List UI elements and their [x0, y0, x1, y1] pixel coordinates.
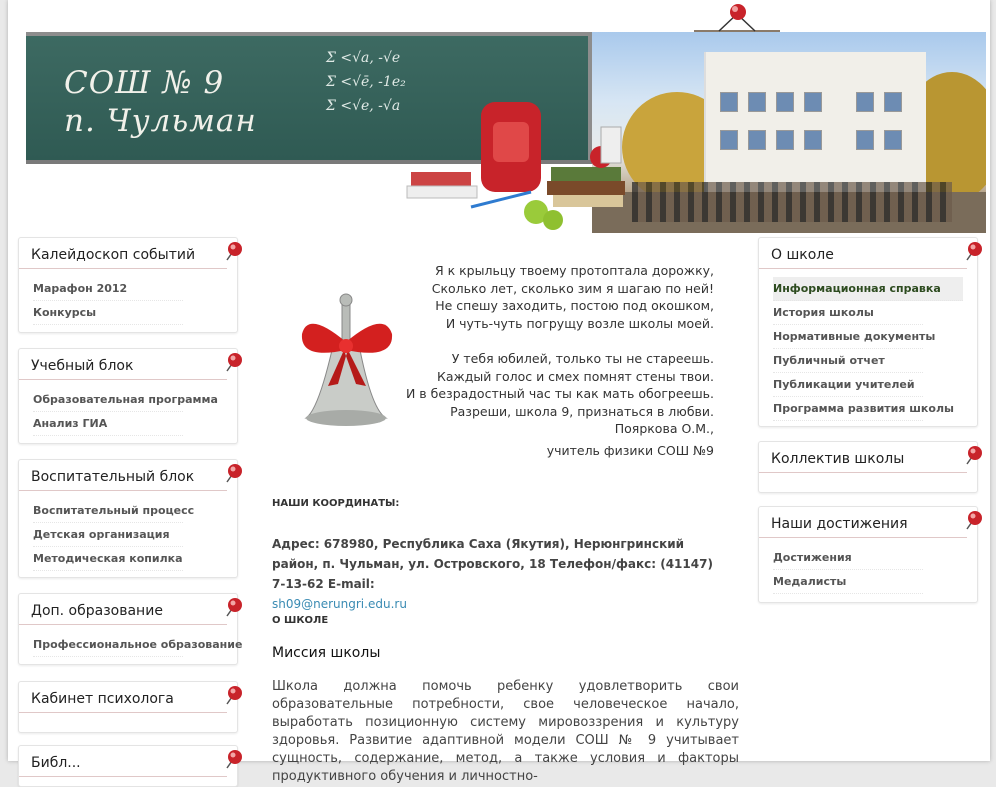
menu-item-history[interactable]: История школы: [773, 301, 923, 325]
poem-line: И в безрадостный час ты как мать обогреешь.: [405, 386, 714, 402]
menu-item-contests[interactable]: Конкурсы: [33, 301, 183, 325]
menu-item-method-bank[interactable]: Методическая копилка: [33, 547, 183, 571]
poem-line: Разреши, школа 9, признаться в любви.: [450, 403, 714, 419]
formula-line: Σ <√e, -√a: [326, 98, 401, 114]
block-title: О школе: [771, 247, 834, 263]
poem-line: У тебя юбилей, только ты не стареешь.: [451, 350, 714, 366]
pin-icon: [223, 462, 243, 484]
sidebar-block-staff: [758, 441, 978, 493]
block-header: [19, 746, 227, 777]
pin-icon: [223, 748, 243, 770]
block-title: Наши достижения: [771, 516, 908, 532]
block-header[interactable]: [759, 442, 967, 473]
mission-text: Школа должна помочь ребенку удовлетворить свои образовательные потребности, свое человеческое начало, выработать позиционную систему мировоззрения и культуру здоровья. Развитие адаптивной модели СОШ № 9 учитывает сущность, содержание, метод, а также условия и факторы продуктивного обучения и личностно-: [272, 679, 739, 784]
school-photo: [592, 32, 986, 233]
pin-icon: [694, 0, 780, 32]
pin-icon: [223, 684, 243, 706]
address-block: [272, 534, 724, 614]
menu-item-marathon[interactable]: Марафон 2012: [33, 277, 183, 301]
sidebar-block-upbringing: [18, 459, 238, 578]
block-title[interactable]: Кабинет психолога: [31, 691, 174, 707]
school-bell-image: [298, 290, 398, 430]
poem-spacer: [394, 332, 714, 350]
chalk-formula: [326, 46, 406, 118]
poem-line: Сколько лет, сколько зим я шагаю по ней!: [431, 280, 714, 296]
site-title: [64, 64, 257, 140]
poem-line: Я к крыльцу твоему протоптала дорожку,: [434, 263, 714, 278]
about-heading: О ШКОЛЕ: [272, 615, 329, 626]
sidebar-block-about: [758, 237, 978, 427]
sidebar-block-extra-edu: [18, 593, 243, 665]
school-building-image: [704, 52, 926, 202]
page: [8, 0, 990, 784]
pin-icon: [963, 240, 983, 262]
coords-heading: НАШИ КООРДИНАТЫ:: [272, 498, 400, 509]
block-title: Калейдоскоп событий: [31, 247, 196, 263]
poem-author-role: учитель физики СОШ №9: [546, 442, 714, 458]
block-header: [19, 594, 227, 625]
formula-line: Σ <√a, -√e: [326, 50, 401, 66]
site-title-line2: п. Чульман: [64, 103, 257, 139]
pin-icon: [963, 509, 983, 531]
sidebar-block-events: [18, 237, 238, 333]
sidebar-block-library: [18, 745, 238, 787]
block-header[interactable]: [19, 682, 227, 713]
site-title-line1: СОШ № 9: [64, 65, 225, 101]
menu-item-teacher-pubs[interactable]: Публикации учителей: [773, 373, 923, 397]
menu-item-children-org[interactable]: Детская организация: [33, 523, 183, 547]
poem: [394, 262, 714, 460]
block-header: [759, 507, 967, 538]
menu-item-prof-edu[interactable]: Профессиональное образование: [33, 633, 183, 657]
poem-line: И чуть-чуть погрущу возле школы моей.: [445, 315, 714, 331]
block-title: Учебный блок: [31, 358, 134, 374]
formula-line: Σ <√ē, -1e₂: [326, 74, 406, 90]
pin-icon: [963, 444, 983, 466]
block-header: [19, 238, 227, 269]
email-link[interactable]: sh09@nerungri.edu.ru: [272, 597, 407, 611]
block-header: [759, 238, 967, 269]
menu-item-info[interactable]: Информационная справка: [773, 277, 963, 301]
pin-icon: [223, 596, 243, 618]
poem-line: Каждый голос и смех помнят стены твои.: [436, 368, 714, 384]
block-title: Воспитательный блок: [31, 469, 195, 485]
sidebar-block-education: [18, 348, 238, 444]
mission-title: Миссия школы: [272, 645, 381, 661]
block-title: Доп. образование: [31, 603, 163, 619]
school-supplies-illustration: [401, 82, 631, 232]
block-title[interactable]: Коллектив школы: [771, 451, 905, 467]
address-text: Адрес: 678980, Республика Саха (Якутия), Нерюнгринский район, п. Чульман, ул. Островского, 18 Телефон/факс: (41147) 7-13-62 E-mail:: [272, 537, 713, 591]
site-header: [26, 32, 986, 233]
menu-item-regulations[interactable]: Нормативные документы: [773, 325, 923, 349]
sidebar-block-achievements: [758, 506, 978, 603]
poem-author: Пояркова О.М.,: [614, 421, 714, 437]
sidebar-block-psychologist: [18, 681, 238, 733]
menu-item-public-report[interactable]: Публичный отчет: [773, 349, 923, 373]
poem-line: Не спешу заходить, постою под окошком,: [435, 298, 714, 314]
block-title: Библ...: [31, 755, 81, 771]
menu-item-achievements[interactable]: Достижения: [773, 546, 923, 570]
menu-item-medalists[interactable]: Медалисты: [773, 570, 923, 594]
pin-icon: [223, 351, 243, 373]
pin-icon: [223, 240, 243, 262]
block-header: [19, 460, 227, 491]
block-header: [19, 349, 227, 380]
menu-item-dev-program[interactable]: Программа развития школы: [773, 397, 923, 421]
menu-item-gia-analysis[interactable]: Анализ ГИА: [33, 412, 183, 436]
menu-item-upbringing-process[interactable]: Воспитательный процесс: [33, 499, 183, 523]
menu-item-edu-program[interactable]: Образовательная программа: [33, 388, 183, 412]
